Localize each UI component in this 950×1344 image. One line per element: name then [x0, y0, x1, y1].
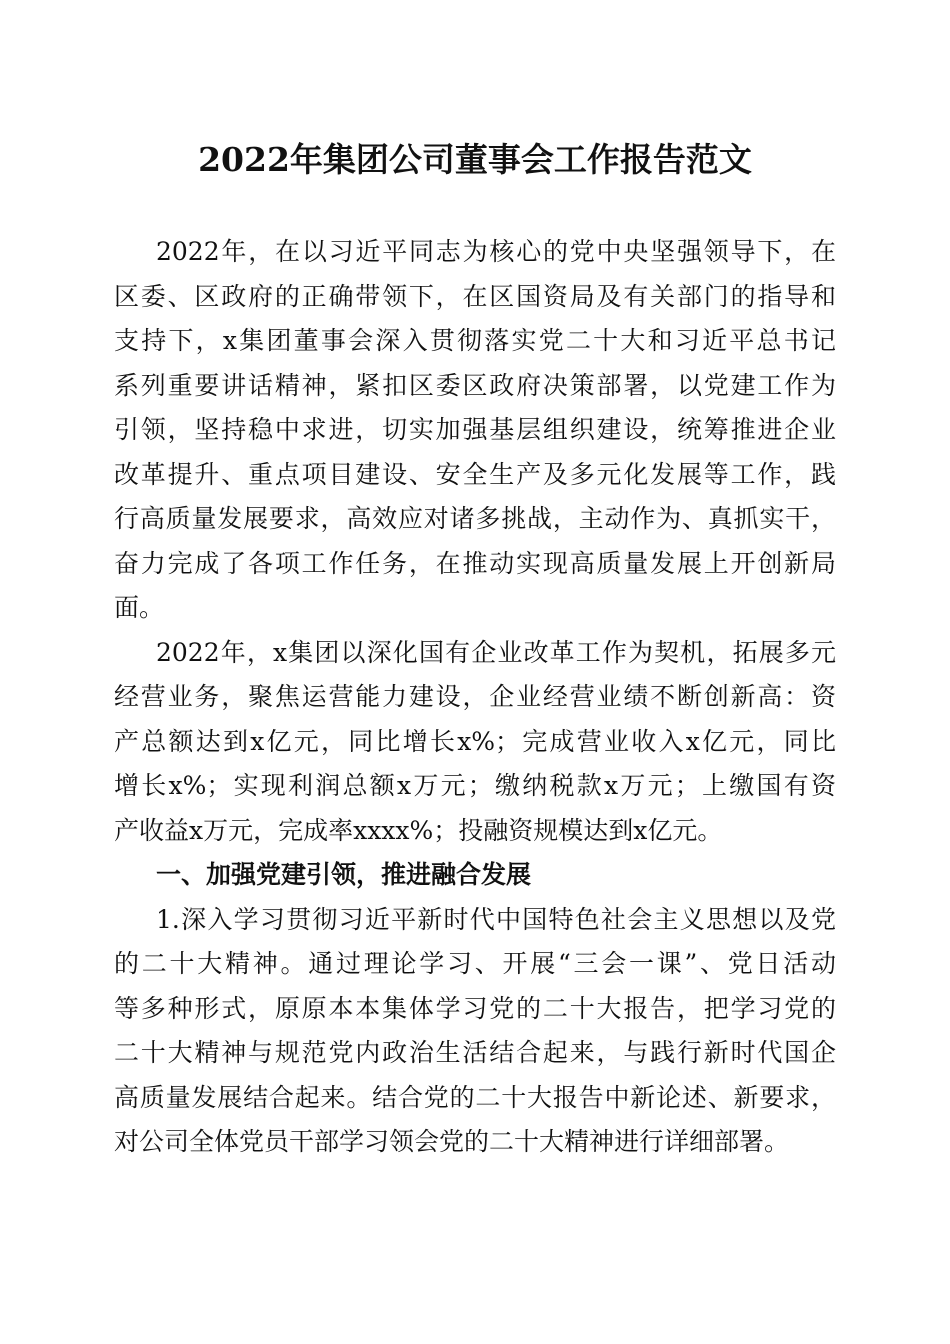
- text-line: 面。: [114, 593, 165, 622]
- text-line: 经营业务，聚焦运营能力建设，企业经营业绩不断创新高：资: [114, 682, 836, 711]
- text-line: 1.深入学习贯彻习近平新时代中国特色社会主义思想以及党: [156, 904, 836, 934]
- text-line: 改革提升、重点项目建设、安全生产及多元化发展等工作，践: [114, 459, 836, 489]
- document-title: 2022年集团公司董事会工作报告范文: [198, 140, 752, 179]
- text-line: 等多种形式，原原本本集体学习党的二十大报告，把学习党的: [114, 993, 836, 1023]
- document-body: [114, 230, 836, 1165]
- text-line: 一、加强党建引领，推进融合发展: [156, 860, 532, 889]
- text-line: 对公司全体党员干部学习领会党的二十大精神进行详细部署。: [114, 1127, 790, 1156]
- text-line: 奋力完成了各项工作任务，在推动实现高质量发展上开创新局: [114, 548, 836, 578]
- text-line: 支持下，x集团董事会深入贯彻落实党二十大和习近平总书记: [114, 326, 836, 355]
- text-line: 产收益x万元，完成率xxxx%；投融资规模达到x亿元。: [114, 815, 723, 845]
- text-line: 区委、区政府的正确带领下，在区国资局及有关部门的指导和: [114, 281, 836, 311]
- paragraph: [114, 898, 836, 1165]
- text-line: 2022年，x集团以深化国有企业改革工作为契机，拓展多元: [156, 637, 836, 667]
- paragraph: [114, 631, 836, 854]
- text-line: 二十大精神与规范党内政治生活结合起来，与践行新时代国企: [114, 1038, 836, 1067]
- section-heading: [114, 853, 836, 898]
- paragraph: [114, 230, 836, 631]
- text-line: 产总额达到x亿元，同比增长x%；完成营业收入x亿元，同比: [114, 726, 836, 756]
- text-line: 高质量发展结合起来。结合党的二十大报告中新论述、新要求，: [114, 1082, 836, 1112]
- text-line: 2022年，在以习近平同志为核心的党中央坚强领导下，在: [156, 237, 836, 266]
- text-line: 引领，坚持稳中求进，切实加强基层组织建设，统筹推进企业: [114, 415, 836, 444]
- text-line: 的二十大精神。通过理论学习、开展“三会一课”、党日活动: [114, 949, 836, 978]
- text-line: 系列重要讲话精神，紧扣区委区政府决策部署，以党建工作为: [114, 370, 836, 400]
- text-line: 增长x%；实现利润总额x万元；缴纳税款x万元；上缴国有资: [114, 771, 836, 800]
- text-line: 行高质量发展要求，高效应对诸多挑战，主动作为、真抓实干，: [114, 504, 836, 533]
